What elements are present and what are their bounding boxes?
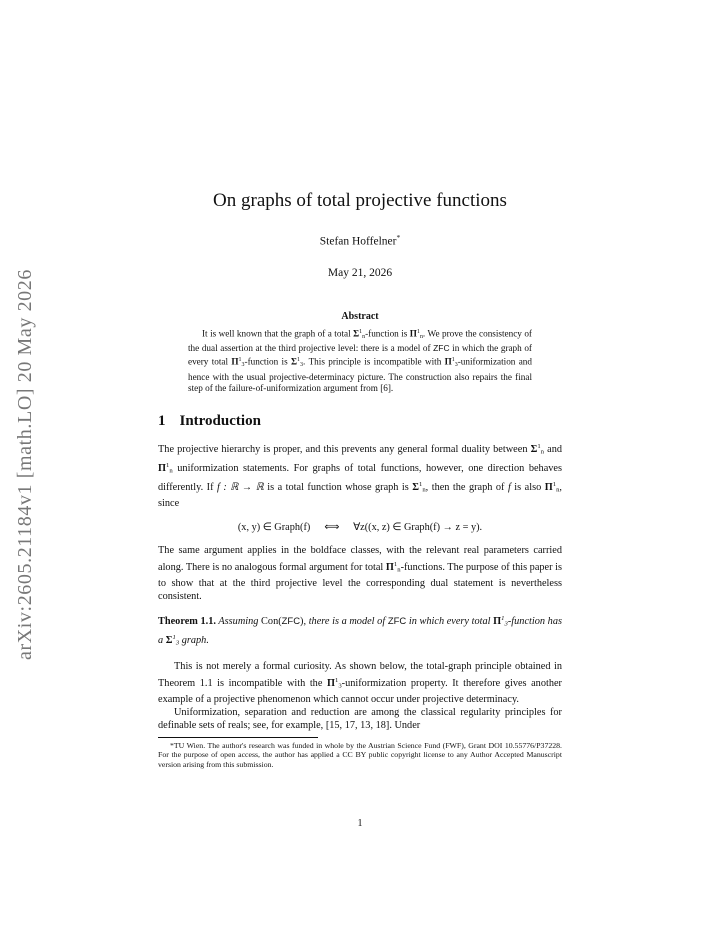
display-equation: (x, y) ∈ Graph(f) ⟺ ∀z((x, z) ∈ Graph(f) → z = y). xyxy=(237,521,483,533)
footnote-rule xyxy=(158,737,318,738)
author-name: Stefan Hoffelner xyxy=(319,235,397,248)
paper-date: May 21, 2026 xyxy=(327,266,393,279)
paragraph-4: Uniformization, separation and reduction are among the classical regularity principles for definable sets of reals; see, for example, [15, 17, 13, 18]. Under xyxy=(158,707,562,732)
paragraph-2: The same argument applies in the boldface classes, with the relevant real parameters carried along. There is no analogous formal argument for total $\Pi^1_n$-functions. The purpose of this paper is to show that at the third projective level the corresponding dual statement is nevertheless consistent. xyxy=(158,545,562,603)
paragraph-1: The projective hierarchy is proper, and this prevents any general formal duality between $\Sigma^1_n$ and $\Pi^1_n$ uniformization statements. For graphs of total functions, however, one direction behaves differently. If f : ℝ → ℝ is a total function whose graph is $\Sigma^1_n$, then the graph of f is also $\Pi^1_n$, since xyxy=(158,443,562,510)
abstract-heading: Abstract xyxy=(341,311,379,323)
page-number: 1 xyxy=(357,818,363,829)
paragraph-3: This is not merely a formal curiosity. As shown below, the total-graph principle obtained in Theorem 1.1 is incompatible with the $\Pi^1_3$-uniformization property. It therefore gives another example of a projective phenomenon which cannot occur under projective determinacy. xyxy=(158,661,562,705)
section-heading: 1 Introduction xyxy=(158,412,261,429)
abstract-body: It is well known that the graph of a total $\Sigma^1_n$-function is $\Pi^1_n$. We prove the consistency of the dual assertion at the third projective level: there is a model of ZFC in which the graph of every total $\Pi^1_3$-function is $\Sigma^1_3$. This principle is incompatible with $\Pi^1_3$-uniformization and hence with the usual projective-determinacy picture. The construction also repairs the final step of the failure-of-uniformization argument from [6]. xyxy=(188,328,532,394)
theorem-1-1: Theorem 1.1. Assuming Con(ZFC), there is a model of ZFC in which every total $\Pi^1_3$-function has a $\Sigma^1_3$ graph. xyxy=(158,614,562,647)
paper-title: On graphs of total projective functions xyxy=(213,190,507,211)
paper-author xyxy=(158,231,562,249)
author-footnote-mark: * xyxy=(396,233,401,242)
footnote: *TU Wien. The author's research was funded in whole by the Austrian Science Fund (FWF), Grant DOI 10.55776/P37228. For the purpose of open access, the author has applied a CC BY public copyright license to any Author Accepted Manuscript version arising from this submission. xyxy=(158,740,562,769)
paper-page xyxy=(158,185,562,770)
arxiv-stamp: arXiv:2605.21184v1 [math.LO] 20 May 2026 xyxy=(14,269,36,660)
